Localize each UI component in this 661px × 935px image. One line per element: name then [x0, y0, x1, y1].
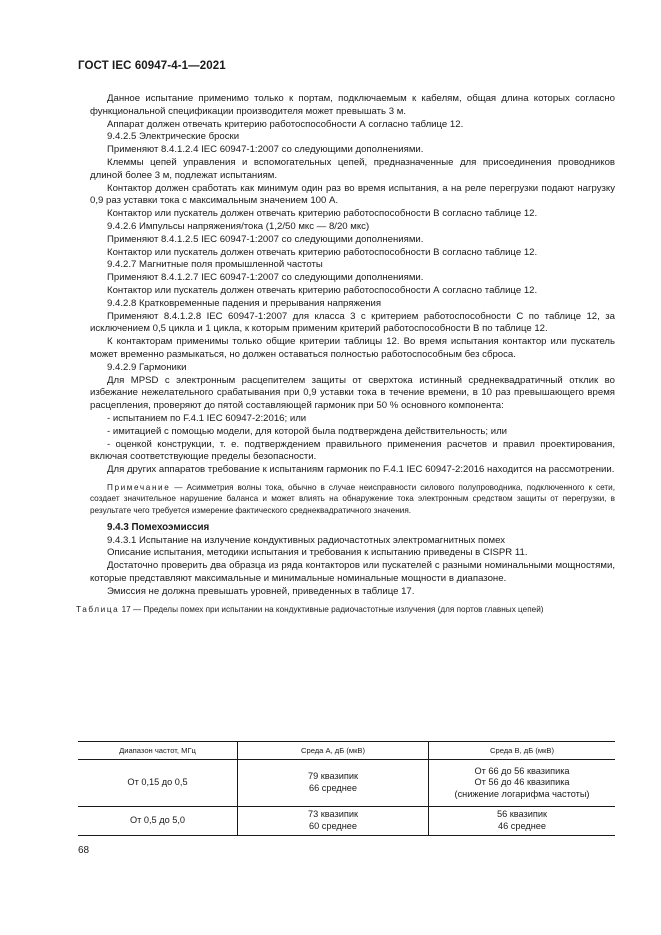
paragraph: Контактор должен сработать как минимум один раз во время испытания, а на реле перегрузки подают нагрузку 0,9 раз уставки тока с максимальным значением 100 А.: [90, 182, 615, 207]
paragraph: Данное испытание применимо только к портам, подключаемым к кабелям, общая длина которых согласно функциональной спецификации производителя может превышать 3 м.: [90, 93, 615, 117]
list-item: - оценкой конструкции, т. е. подтверждением правильного применения расчетов и правил проектирования, включая соответствующие пределы безопасности.: [90, 438, 615, 463]
cell-line: 73 квазипик: [307, 809, 359, 820]
paragraph: Для MPSD с электронным расцепителем защиты от сверхтока истинный среднеквадратичный отклик во избежание нежелательного срабатывания при 0,9 уставки тока в течение времени, в 10 раз превышающего время расцепления, проверяют до пятой составляющей гармоник при 50 % основного компонента:: [90, 374, 615, 412]
paragraph: Описание испытания, методики испытания и требования к испытанию приведены в CISPR 11.: [107, 547, 528, 559]
table-row: [78, 760, 615, 807]
cell-line: 56 квазипик: [496, 809, 548, 820]
cell-line: 79 квазипик: [307, 771, 359, 782]
list-item: - имитацией с помощью модели, для которой была подтверждена действительность; или: [107, 425, 508, 437]
paragraph: Для других аппаратов требование к испытаниям гармоник по F.4.1 IEC 60947-2:2016 находится на рассмотрении.: [107, 464, 615, 476]
paragraph: Эмиссия не должна превышать уровней, приведенных в таблице 17.: [107, 585, 415, 597]
cell-frequency-range: От 0,5 до 5,0: [78, 807, 238, 836]
cell-frequency-range: От 0,15 до 0,5: [78, 760, 238, 807]
note-label: Примечание: [107, 482, 171, 492]
cell-line: От 66 до 56 квазипика: [474, 765, 570, 776]
column-header-env-a: Среда А, дБ (мкВ): [238, 742, 429, 760]
table-caption-text: 17 — Пределы помех при испытании на кондуктивные радиочастотные излучения (для портов главных цепей): [119, 604, 544, 614]
table-caption: [76, 604, 615, 615]
document-header: ГОСТ IEC 60947-4-1—2021: [78, 60, 226, 72]
cell-env-a: [238, 807, 429, 836]
list-item: - испытанием по F.4.1 IEC 60947-2:2016; или: [107, 412, 307, 424]
note-text: — Асимметрия волны тока, обычно в случае неисправности силового полупроводника, подключенного к сети, создает значительное нарушение баланса и может влиять на обнаружение тока электронным средством защиты от перегрузки, в результате чего требуется измерение фактического среднеквадратичного значения.: [90, 482, 615, 515]
paragraph: Достаточно проверить два образца из ряда контакторов или пускателей с разными номинальными мощностями, которые представляют максимальные и минимальные номинальные мощности в диапазоне.: [90, 560, 615, 584]
paragraph: Контактор или пускатель должен отвечать критерию работоспособности А согласно таблице 12.: [107, 284, 538, 296]
paragraph: Клеммы цепей управления и вспомогательных цепей, предназначенные для присоединения проводников длиной более 3 м, подлежат испытаниям.: [90, 156, 615, 181]
cell-line: 46 среднее: [497, 821, 547, 831]
paragraph: Контактор или пускатель должен отвечать критерию работоспособности В согласно таблице 12.: [107, 246, 538, 258]
cell-env-b: [429, 807, 616, 836]
paragraph: Аппарат должен отвечать критерию работоспособности А согласно таблице 12.: [107, 118, 464, 130]
subsection-heading: 9.4.2.7 Магнитные поля промышленной частоты: [107, 259, 323, 271]
paragraph: Применяют 8.4.1.2.8 IEC 60947-1:2007 для класса 3 с критерием работоспособности С по таблице 12, за исключением 0,5 цикла и 1 цикла, к которым применим критерий работоспособности В по таблице 12.: [90, 310, 615, 335]
cell-line: От 56 до 46 квазипика: [474, 777, 570, 788]
subsection-heading: 9.4.2.6 Импульсы напряжения/тока (1,2/50 мкс — 8/20 мкс): [107, 220, 370, 232]
table-header-row: [78, 742, 615, 760]
column-header-env-b: Среда В, дБ (мкВ): [429, 742, 616, 760]
table-caption-label: Таблица: [76, 604, 120, 614]
paragraph: Применяют 8.4.1.2.5 IEC 60947-1:2007 со следующими дополнениями.: [107, 233, 424, 245]
subsection-heading: 9.4.2.8 Кратковременные падения и прерывания напряжения: [107, 297, 382, 309]
paragraph: Контактор или пускатель должен отвечать критерию работоспособности В согласно таблице 12.: [107, 208, 538, 220]
paragraph: К контакторам применимы только общие критерии таблицы 12. Во время испытания контактор или пускатель может временно размыкаться, но должен оставаться полностью работоспособным без сброса.: [90, 336, 615, 360]
emission-limits-table: [78, 741, 615, 836]
section-heading: 9.4.3 Помехоэмиссия: [107, 521, 210, 533]
subsection-heading: 9.4.3.1 Испытание на излучение кондуктивных радиочастотных электромагнитных помех: [107, 534, 506, 546]
table-row: [78, 807, 615, 836]
cell-env-a: [238, 760, 429, 807]
subsection-heading: 9.4.2.9 Гармоники: [107, 361, 187, 373]
cell-env-b: [429, 760, 616, 807]
cell-line: 60 среднее: [308, 821, 358, 831]
column-header-frequency: Диапазон частот, МГц: [78, 742, 238, 760]
paragraph: Применяют 8.4.1.2.7 IEC 60947-1:2007 со следующими дополнениями.: [107, 272, 424, 284]
note: [90, 482, 615, 516]
page-number: 68: [78, 845, 90, 856]
paragraph: Применяют 8.4.1.2.4 IEC 60947-1:2007 со следующими дополнениями.: [107, 144, 424, 156]
document-body: [76, 93, 615, 615]
subsection-heading: 9.4.2.5 Электрические броски: [107, 131, 240, 143]
cell-line: (снижение логарифма частоты): [454, 788, 590, 799]
cell-line: 66 среднее: [308, 783, 358, 793]
